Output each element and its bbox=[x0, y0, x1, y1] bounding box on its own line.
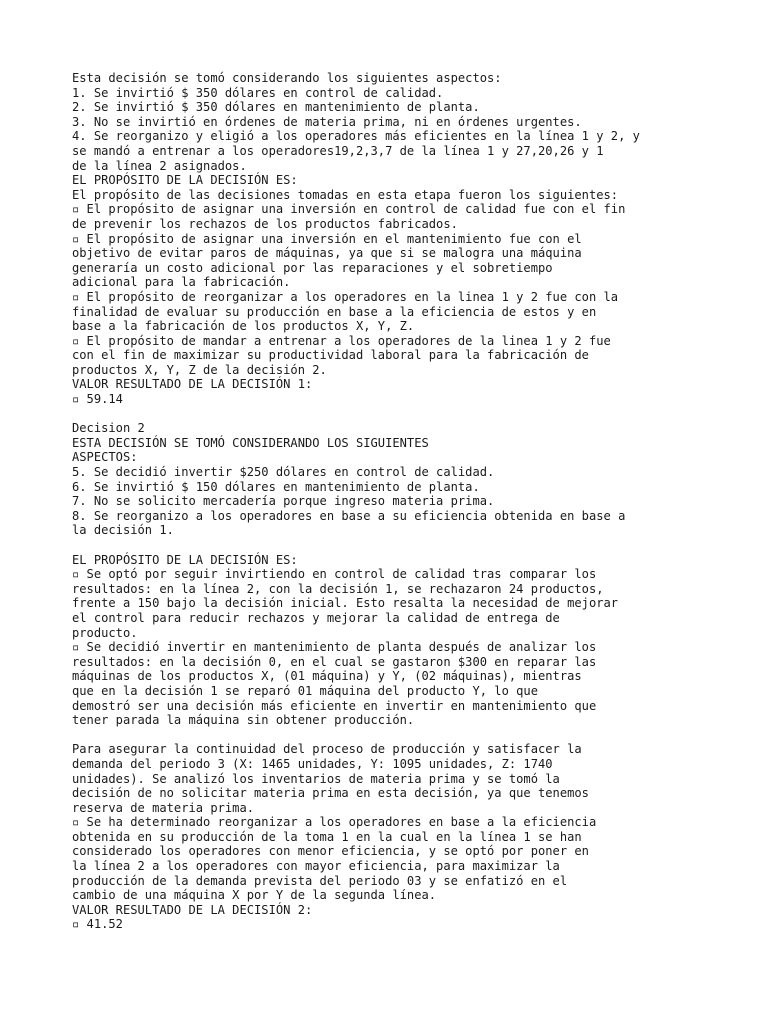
text-line: producto. bbox=[72, 625, 138, 640]
text-line: de prevenir los rechazos de los productos fabricados. bbox=[72, 216, 458, 231]
text-line: la decisión 1. bbox=[72, 523, 174, 538]
text-line: demanda del periodo 3 (X: 1465 unidades, Y: 1095 unidades, Z: 1740 bbox=[72, 756, 553, 771]
text-line: ESTA DECISIÓN SE TOMÓ CONSIDERANDO LOS SIGUIENTES bbox=[72, 435, 429, 450]
text-line: el control para reducir rechazos y mejorar la calidad de entrega de bbox=[72, 610, 560, 625]
text-line: 4. Se reorganizo y eligió a los operadores más eficientes en la línea 1 y 2, y bbox=[72, 129, 640, 144]
paragraph-gap bbox=[72, 538, 752, 553]
text-line: ASPECTOS: bbox=[72, 450, 138, 465]
text-line: EL PROPÓSITO DE LA DECISIÓN ES: bbox=[72, 173, 298, 188]
text-line: resultados: en la línea 2, con la decisión 1, se rechazaron 24 productos, bbox=[72, 581, 604, 596]
text-line: EL PROPÓSITO DE LA DECISIÓN ES: bbox=[72, 552, 298, 567]
text-line: El propósito de las decisiones tomadas en esta etapa fueron los siguientes: bbox=[72, 187, 619, 202]
text-line: ▫ El propósito de asignar una inversión en el mantenimiento fue con el bbox=[72, 231, 582, 246]
text-line: se mandó a entrenar a los operadores19,2,3,7 de la línea 1 y 27,20,26 y 1 bbox=[72, 143, 604, 158]
text-line: 3. No se invirtió en órdenes de materia prima, ni en órdenes urgentes. bbox=[72, 114, 582, 129]
text-line: con el fin de maximizar su productividad laboral para la fabricación de bbox=[72, 348, 589, 363]
text-block bbox=[72, 742, 752, 932]
text-block bbox=[72, 421, 752, 538]
text-line: 5. Se decidió invertir $250 dólares en control de calidad. bbox=[72, 465, 495, 480]
text-line: ▫ 59.14 bbox=[72, 392, 123, 407]
paragraph-gap bbox=[72, 728, 752, 743]
text-line: 1. Se invirtió $ 350 dólares en control de calidad. bbox=[72, 85, 444, 100]
text-line: tener parada la máquina sin obtener producción. bbox=[72, 713, 415, 728]
text-line: base a la fabricación de los productos X, Y, Z. bbox=[72, 319, 415, 334]
text-line: 7. No se solicito mercadería porque ingreso materia prima. bbox=[72, 494, 495, 509]
text-line: frente a 150 bajo la decisión inicial. Esto resalta la necesidad de mejorar bbox=[72, 596, 619, 611]
text-line: resultados: en la decisión 0, en el cual se gastaron $300 en reparar las bbox=[72, 654, 597, 669]
text-line: finalidad de evaluar su producción en base a la eficiencia de estos y en bbox=[72, 304, 597, 319]
text-line: ▫ 41.52 bbox=[72, 917, 123, 932]
text-block bbox=[72, 553, 752, 728]
text-line: productos X, Y, Z de la decisión 2. bbox=[72, 362, 327, 377]
text-line: 2. Se invirtió $ 350 dólares en mantenimiento de planta. bbox=[72, 100, 480, 115]
text-line: ▫ El propósito de mandar a entrenar a los operadores de la linea 1 y 2 fue bbox=[72, 333, 611, 348]
text-line: unidades). Se analizó los inventarios de materia prima y se tomó la bbox=[72, 771, 560, 786]
text-line: producción de la demanda prevista del periodo 03 y se enfatizó en el bbox=[72, 873, 568, 888]
text-line: Decision 2 bbox=[72, 421, 145, 436]
text-line: considerado los operadores con menor eficiencia, y se optó por poner en bbox=[72, 844, 589, 859]
text-line: VALOR RESULTADO DE LA DECISIÓN 2: bbox=[72, 902, 313, 917]
text-line: cambio de una máquina X por Y de la segunda línea. bbox=[72, 888, 437, 903]
text-line: ▫ Se optó por seguir invirtiendo en control de calidad tras comparar los bbox=[72, 567, 597, 582]
paragraph-gap bbox=[72, 407, 752, 422]
text-line: decisión de no solicitar materia prima en esta decisión, ya que tenemos bbox=[72, 786, 589, 801]
text-line: la línea 2 a los operadores con mayor eficiencia, para maximizar la bbox=[72, 859, 560, 874]
text-block bbox=[72, 71, 752, 407]
text-line: 6. Se invirtió $ 150 dólares en mantenimiento de planta. bbox=[72, 479, 480, 494]
document-body bbox=[72, 71, 752, 932]
text-line: ▫ El propósito de reorganizar a los operadores en la linea 1 y 2 fue con la bbox=[72, 289, 619, 304]
text-line: adicional para la fabricación. bbox=[72, 275, 291, 290]
text-line: ▫ Se ha determinado reorganizar a los operadores en base a la eficiencia bbox=[72, 815, 597, 830]
text-line: VALOR RESULTADO DE LA DECISIÓN 1: bbox=[72, 377, 313, 392]
text-line: Esta decisión se tomó considerando los siguientes aspectos: bbox=[72, 71, 502, 85]
text-line: reserva de materia prima. bbox=[72, 800, 255, 815]
text-line: objetivo de evitar paros de máquinas, ya que si se malogra una máquina bbox=[72, 246, 582, 261]
text-line: demostró ser una decisión más eficiente en invertir en mantenimiento que bbox=[72, 698, 597, 713]
text-line: generaría un costo adicional por las reparaciones y el sobretiempo bbox=[72, 260, 553, 275]
text-line: que en la decisión 1 se reparó 01 máquina del producto Y, lo que bbox=[72, 683, 538, 698]
text-line: ▫ Se decidió invertir en mantenimiento de planta después de analizar los bbox=[72, 640, 597, 655]
text-line: Para asegurar la continuidad del proceso de producción y satisfacer la bbox=[72, 742, 582, 757]
text-line: obtenida en su producción de la toma 1 en la cual en la línea 1 se han bbox=[72, 829, 582, 844]
text-line: máquinas de los productos X, (01 máquina) y Y, (02 máquinas), mientras bbox=[72, 669, 582, 684]
text-line: ▫ El propósito de asignar una inversión en control de calidad fue con el fin bbox=[72, 202, 626, 217]
text-line: 8. Se reorganizo a los operadores en base a su eficiencia obtenida en base a bbox=[72, 508, 626, 523]
text-line: de la línea 2 asignados. bbox=[72, 158, 247, 173]
